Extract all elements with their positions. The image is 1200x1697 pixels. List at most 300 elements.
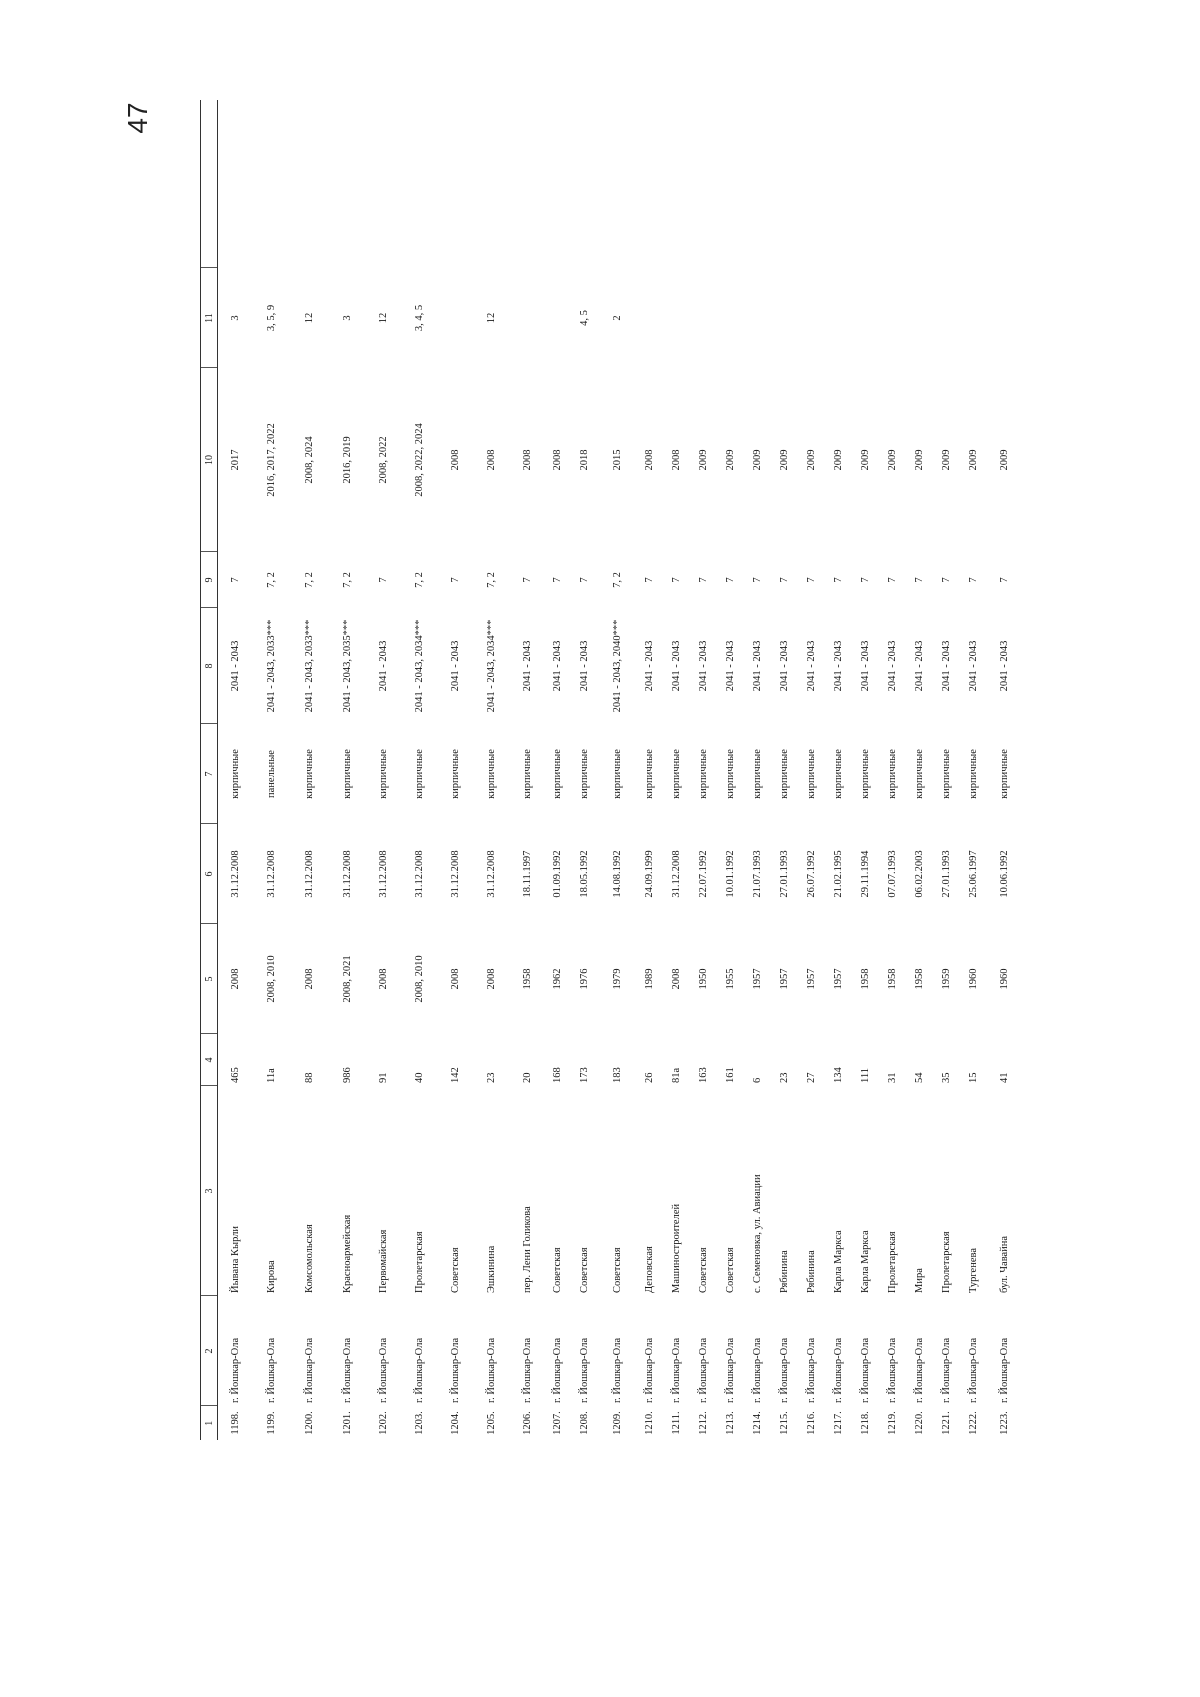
row-date: 25.06.1997 xyxy=(968,850,979,898)
row-col-10: 2008, 2024 xyxy=(303,436,315,484)
row-date: 31.12.2008 xyxy=(265,850,277,898)
row-years: 1976 xyxy=(579,968,590,990)
row-date: 31.12.2008 xyxy=(341,850,353,898)
row-city: г. Йошкар-Ола xyxy=(968,1337,979,1403)
row-blank xyxy=(663,100,690,268)
row-years: 2008, 2021 xyxy=(341,955,353,1003)
row-street: Советская xyxy=(611,1247,623,1293)
row-date: 06.02.2003 xyxy=(914,850,925,898)
row-period: 2041 - 2043 xyxy=(725,640,736,692)
row-city: г. Йошкар-Ола xyxy=(671,1337,682,1403)
row-col-11 xyxy=(960,268,987,368)
row-col-9: 7 xyxy=(752,577,763,583)
row-house: 161 xyxy=(725,1067,736,1083)
row-material: кирпичные xyxy=(449,749,461,799)
header-col-2: 2 xyxy=(201,1296,218,1406)
table-row xyxy=(366,100,400,1440)
row-period: 2041 - 2043 xyxy=(806,640,817,692)
table-row xyxy=(571,100,598,1440)
row-blank xyxy=(744,100,771,268)
row-material: кирпичные xyxy=(377,749,389,799)
table-row xyxy=(510,100,544,1440)
row-street: Комсомольская xyxy=(303,1224,315,1293)
row-city: г. Йошкар-Ола xyxy=(485,1337,497,1403)
row-city: г. Йошкар-Ола xyxy=(860,1337,871,1403)
row-blank xyxy=(987,100,1021,268)
row-house: 111 xyxy=(860,1068,871,1083)
row-period: 2041 - 2043, 2034*** xyxy=(413,619,425,713)
row-blank xyxy=(852,100,879,268)
row-street: Красноармейская xyxy=(341,1214,353,1293)
row-city: г. Йошкар-Ола xyxy=(752,1337,763,1403)
row-blank xyxy=(328,100,366,268)
row-date: 07.07.1993 xyxy=(887,850,898,898)
row-col-10: 2009 xyxy=(833,449,844,471)
row-years: 2008 xyxy=(449,968,461,990)
row-material: кирпичные xyxy=(779,749,790,799)
row-date: 31.12.2008 xyxy=(671,850,682,898)
row-col-9: 7 xyxy=(552,577,563,583)
row-date: 26.07.1992 xyxy=(806,850,817,898)
row-col-11: 12 xyxy=(377,312,389,324)
row-house: 142 xyxy=(449,1067,461,1083)
row-date: 31.12.2008 xyxy=(485,850,497,898)
row-number: 1220. xyxy=(914,1411,925,1435)
row-blank xyxy=(906,100,933,268)
row-house: 81а xyxy=(671,1067,682,1083)
row-years: 1950 xyxy=(698,968,709,990)
row-city: г. Йошкар-Ола xyxy=(341,1337,353,1403)
row-city: г. Йошкар-Ола xyxy=(229,1337,241,1403)
row-col-10: 2009 xyxy=(725,449,736,471)
row-street: Карла Маркса xyxy=(860,1230,871,1293)
row-house: 23 xyxy=(779,1072,790,1083)
row-date: 18.05.1992 xyxy=(579,850,590,898)
row-col-11 xyxy=(798,268,825,368)
row-blank xyxy=(571,100,598,268)
row-col-9: 7 xyxy=(779,577,790,583)
header-col-7: 7 xyxy=(201,724,218,824)
row-col-9: 7 xyxy=(377,577,389,583)
row-blank xyxy=(879,100,906,268)
row-material: кирпичные xyxy=(485,749,497,799)
header-col-4: 4 xyxy=(201,1034,218,1086)
row-number: 1214. xyxy=(752,1411,763,1435)
header-col-9: 9 xyxy=(201,552,218,608)
row-material: кирпичные xyxy=(671,749,682,799)
row-date: 01.09.1992 xyxy=(552,850,563,898)
row-date: 31.12.2008 xyxy=(377,850,389,898)
row-col-10: 2016, 2019 xyxy=(341,436,353,484)
row-house: 173 xyxy=(579,1067,590,1083)
row-col-9: 7, 2 xyxy=(413,572,425,588)
row-col-11 xyxy=(717,268,744,368)
row-col-9: 7, 2 xyxy=(265,572,277,588)
row-number: 1211. xyxy=(671,1411,682,1435)
row-date: 31.12.2008 xyxy=(303,850,315,898)
row-col-10: 2009 xyxy=(998,449,1010,471)
row-city: г. Йошкар-Ола xyxy=(941,1337,952,1403)
row-material: кирпичные xyxy=(413,749,425,799)
row-years: 2008 xyxy=(229,968,241,990)
row-city: г. Йошкар-Ола xyxy=(833,1337,844,1403)
row-col-10: 2008 xyxy=(671,449,682,471)
row-street: Советская xyxy=(449,1247,461,1293)
row-col-11: 3, 5, 9 xyxy=(265,304,277,332)
row-street: Пролетарская xyxy=(413,1231,425,1293)
row-blank xyxy=(252,100,290,268)
row-house: 91 xyxy=(377,1072,389,1083)
table-row xyxy=(906,100,933,1440)
row-number: 1200. xyxy=(303,1411,315,1435)
row-years: 1962 xyxy=(552,968,563,990)
table-row xyxy=(987,100,1021,1440)
row-col-10: 2016, 2017, 2022 xyxy=(265,423,277,497)
row-date: 27.01.1993 xyxy=(779,850,790,898)
row-house: 31 xyxy=(887,1072,898,1083)
header-col-11: 11 xyxy=(201,268,218,368)
row-house: 183 xyxy=(611,1067,623,1083)
row-street: пер. Лени Голикова xyxy=(521,1206,533,1293)
row-col-11 xyxy=(744,268,771,368)
row-col-11: 3 xyxy=(341,315,353,321)
row-col-9: 7 xyxy=(833,577,844,583)
row-street: Кирова xyxy=(265,1260,277,1293)
row-house: 54 xyxy=(914,1072,925,1083)
table-row xyxy=(771,100,798,1440)
row-blank xyxy=(366,100,400,268)
row-house: 40 xyxy=(413,1072,425,1083)
row-col-9: 7, 2 xyxy=(341,572,353,588)
row-period: 2041 - 2043 xyxy=(671,640,682,692)
row-number: 1209. xyxy=(611,1411,623,1435)
row-number: 1206. xyxy=(521,1411,533,1435)
row-col-10: 2009 xyxy=(698,449,709,471)
row-number: 1201. xyxy=(341,1411,353,1435)
row-col-11 xyxy=(544,268,571,368)
row-years: 1989 xyxy=(644,968,655,990)
row-blank xyxy=(510,100,544,268)
row-city: г. Йошкар-Ола xyxy=(377,1337,389,1403)
row-col-10: 2017 xyxy=(229,449,241,471)
row-col-10: 2009 xyxy=(752,449,763,471)
row-col-9: 7 xyxy=(998,577,1010,583)
row-street: Советская xyxy=(725,1247,736,1293)
row-city: г. Йошкар-Ола xyxy=(887,1337,898,1403)
row-material: кирпичные xyxy=(968,749,979,799)
row-number: 1218. xyxy=(860,1411,871,1435)
row-material: кирпичные xyxy=(725,749,736,799)
row-blank xyxy=(717,100,744,268)
row-number: 1215. xyxy=(779,1411,790,1435)
row-blank xyxy=(690,100,717,268)
row-col-10: 2009 xyxy=(941,449,952,471)
row-blank xyxy=(933,100,960,268)
row-house: 986 xyxy=(341,1067,353,1083)
row-street: Мира xyxy=(914,1268,925,1293)
row-date: 22.07.1992 xyxy=(698,850,709,898)
row-years: 1979 xyxy=(611,968,623,990)
row-col-9: 7 xyxy=(941,577,952,583)
header-col-10: 10 xyxy=(201,368,218,552)
row-date: 18.11.1997 xyxy=(521,850,533,898)
header-row xyxy=(201,100,218,1440)
row-col-9: 7 xyxy=(914,577,925,583)
table-row xyxy=(717,100,744,1440)
row-col-10: 2009 xyxy=(806,449,817,471)
row-material: кирпичные xyxy=(887,749,898,799)
housing-table xyxy=(200,100,1021,1440)
row-col-11: 3 xyxy=(229,315,241,321)
row-blank xyxy=(544,100,571,268)
row-col-11 xyxy=(690,268,717,368)
row-number: 1216. xyxy=(806,1411,817,1435)
row-number: 1208. xyxy=(579,1411,590,1435)
row-number: 1222. xyxy=(968,1411,979,1435)
row-col-10: 2008, 2022 xyxy=(377,436,389,484)
row-col-10: 2008, 2022, 2024 xyxy=(413,423,425,497)
row-material: кирпичные xyxy=(833,749,844,799)
row-date: 14.08.1992 xyxy=(611,850,623,898)
row-col-11: 4, 5 xyxy=(579,310,590,326)
row-period: 2041 - 2043 xyxy=(833,640,844,692)
row-city: г. Йошкар-Ола xyxy=(413,1337,425,1403)
row-city: г. Йошкар-Ола xyxy=(611,1337,623,1403)
row-col-9: 7 xyxy=(725,577,736,583)
row-material: кирпичные xyxy=(998,749,1010,799)
table-row xyxy=(879,100,906,1440)
row-city: г. Йошкар-Ола xyxy=(303,1337,315,1403)
table-row xyxy=(852,100,879,1440)
row-street: Тургенева xyxy=(968,1248,979,1293)
row-city: г. Йошкар-Ола xyxy=(998,1337,1010,1403)
row-col-10: 2008 xyxy=(449,449,461,471)
table-row xyxy=(636,100,663,1440)
row-city: г. Йошкар-Ола xyxy=(644,1337,655,1403)
row-number: 1207. xyxy=(552,1411,563,1435)
row-col-9: 7 xyxy=(806,577,817,583)
row-years: 2008, 2010 xyxy=(265,955,277,1003)
row-number: 1213. xyxy=(725,1411,736,1435)
row-blank xyxy=(472,100,510,268)
row-period: 2041 - 2043 xyxy=(521,640,533,692)
row-material: панельные xyxy=(265,750,277,798)
row-col-9: 7 xyxy=(229,577,241,583)
row-period: 2041 - 2043 xyxy=(229,640,241,692)
row-street: бул. Чавайна xyxy=(998,1235,1010,1293)
row-col-10: 2008 xyxy=(521,449,533,471)
table-row xyxy=(400,100,438,1440)
row-street: Эшкинина xyxy=(485,1245,497,1293)
row-col-11 xyxy=(510,268,544,368)
table-row xyxy=(328,100,366,1440)
row-number: 1205. xyxy=(485,1411,497,1435)
row-city: г. Йошкар-Ола xyxy=(914,1337,925,1403)
table-row xyxy=(290,100,328,1440)
row-date: 10.01.1992 xyxy=(725,850,736,898)
row-years: 2008 xyxy=(377,968,389,990)
row-date: 27.01.1993 xyxy=(941,850,952,898)
row-years: 2008 xyxy=(485,968,497,990)
table-row xyxy=(690,100,717,1440)
row-house: 134 xyxy=(833,1067,844,1083)
row-street: Йывана Кырли xyxy=(229,1225,241,1293)
row-years: 1957 xyxy=(752,968,763,990)
row-house: 35 xyxy=(941,1072,952,1083)
row-number: 1212. xyxy=(698,1411,709,1435)
table-row xyxy=(798,100,825,1440)
row-years: 1958 xyxy=(521,968,533,990)
row-material: кирпичные xyxy=(611,749,623,799)
row-blank xyxy=(438,100,472,268)
row-years: 1957 xyxy=(806,968,817,990)
row-period: 2041 - 2043 xyxy=(998,640,1010,692)
row-street: Советская xyxy=(579,1247,590,1293)
row-material: кирпичные xyxy=(941,749,952,799)
row-col-11 xyxy=(906,268,933,368)
row-blank xyxy=(400,100,438,268)
row-date: 29.11.1994 xyxy=(860,850,871,898)
row-period: 2041 - 2043 xyxy=(779,640,790,692)
row-col-11 xyxy=(771,268,798,368)
row-col-10: 2009 xyxy=(779,449,790,471)
row-col-9: 7 xyxy=(671,577,682,583)
row-period: 2041 - 2043 xyxy=(968,640,979,692)
row-date: 31.12.2008 xyxy=(449,850,461,898)
row-col-11 xyxy=(636,268,663,368)
row-street: Карла Маркса xyxy=(833,1230,844,1293)
row-years: 1960 xyxy=(998,968,1010,990)
row-years: 2008 xyxy=(671,968,682,990)
row-col-11 xyxy=(825,268,852,368)
row-date: 31.12.2008 xyxy=(229,850,241,898)
row-street: Машиностроителей xyxy=(671,1203,682,1293)
row-date: 21.02.1995 xyxy=(833,850,844,898)
row-number: 1221. xyxy=(941,1411,952,1435)
row-city: г. Йошкар-Ола xyxy=(521,1337,533,1403)
row-period: 2041 - 2043 xyxy=(579,640,590,692)
row-number: 1203. xyxy=(413,1411,425,1435)
row-blank xyxy=(798,100,825,268)
row-period: 2041 - 2043 xyxy=(860,640,871,692)
row-col-10: 2009 xyxy=(860,449,871,471)
row-period: 2041 - 2043 xyxy=(914,640,925,692)
row-material: кирпичные xyxy=(914,749,925,799)
row-house: 168 xyxy=(552,1067,563,1083)
table-row xyxy=(598,100,636,1440)
table-row xyxy=(933,100,960,1440)
row-col-10: 2009 xyxy=(887,449,898,471)
row-number: 1219. xyxy=(887,1411,898,1435)
row-col-11: 3, 4, 5 xyxy=(413,304,425,332)
header-col-3: 3 xyxy=(201,1086,218,1296)
row-col-9: 7 xyxy=(449,577,461,583)
row-period: 2041 - 2043, 2040*** xyxy=(611,619,623,713)
row-col-10: 2008 xyxy=(485,449,497,471)
row-col-9: 7 xyxy=(887,577,898,583)
row-date: 24.09.1999 xyxy=(644,850,655,898)
row-street: Рябинина xyxy=(779,1250,790,1293)
row-years: 1960 xyxy=(968,968,979,990)
row-city: г. Йошкар-Ола xyxy=(779,1337,790,1403)
row-col-11: 12 xyxy=(485,312,497,324)
row-col-11 xyxy=(879,268,906,368)
row-blank xyxy=(218,100,253,268)
row-blank xyxy=(825,100,852,268)
row-blank xyxy=(290,100,328,268)
row-street: Советская xyxy=(552,1247,563,1293)
row-material: кирпичные xyxy=(341,749,353,799)
row-house: 465 xyxy=(229,1067,241,1083)
row-house: 20 xyxy=(521,1072,533,1083)
row-period: 2041 - 2043 xyxy=(644,640,655,692)
row-street: с. Семеновка, ул. Авиации xyxy=(752,1174,763,1293)
row-city: г. Йошкар-Ола xyxy=(806,1337,817,1403)
row-period: 2041 - 2043 xyxy=(698,640,709,692)
rotated-table-sheet xyxy=(200,100,1010,1440)
row-street: Рябинина xyxy=(806,1250,817,1293)
row-house: 26 xyxy=(644,1072,655,1083)
row-material: кирпичные xyxy=(303,749,315,799)
row-number: 1223. xyxy=(998,1411,1010,1435)
row-col-11 xyxy=(852,268,879,368)
row-number: 1210. xyxy=(644,1411,655,1435)
row-years: 1957 xyxy=(833,968,844,990)
row-col-11 xyxy=(438,268,472,368)
row-street: Первомайская xyxy=(377,1229,389,1293)
row-house: 15 xyxy=(968,1072,979,1083)
row-material: кирпичные xyxy=(644,749,655,799)
row-blank xyxy=(771,100,798,268)
row-city: г. Йошкар-Ола xyxy=(579,1337,590,1403)
row-col-10: 2008 xyxy=(552,449,563,471)
row-material: кирпичные xyxy=(806,749,817,799)
row-years: 1957 xyxy=(779,968,790,990)
row-col-11: 2 xyxy=(611,315,623,321)
row-col-9: 7 xyxy=(698,577,709,583)
row-period: 2041 - 2043, 2035*** xyxy=(341,619,353,713)
row-material: кирпичные xyxy=(752,749,763,799)
table-row xyxy=(472,100,510,1440)
row-period: 2041 - 2043 xyxy=(941,640,952,692)
table-row xyxy=(960,100,987,1440)
table-row xyxy=(218,100,253,1440)
row-number: 1202. xyxy=(377,1411,389,1435)
row-period: 2041 - 2043 xyxy=(752,640,763,692)
row-date: 10.06.1992 xyxy=(998,850,1010,898)
row-col-9: 7, 2 xyxy=(303,572,315,588)
row-house: 23 xyxy=(485,1072,497,1083)
row-col-11 xyxy=(987,268,1021,368)
row-years: 1958 xyxy=(887,968,898,990)
row-date: 21.07.1993 xyxy=(752,850,763,898)
table-body xyxy=(218,100,1022,1440)
row-material: кирпичные xyxy=(579,749,590,799)
row-date: 31.12.2008 xyxy=(413,850,425,898)
row-col-10: 2008 xyxy=(644,449,655,471)
row-number: 1204. xyxy=(449,1411,461,1435)
row-number: 1199. xyxy=(265,1411,277,1435)
row-street: Пролетарская xyxy=(887,1231,898,1293)
row-city: г. Йошкар-Ола xyxy=(449,1337,461,1403)
row-col-9: 7 xyxy=(860,577,871,583)
row-period: 2041 - 2043 xyxy=(552,640,563,692)
row-city: г. Йошкар-Ола xyxy=(725,1337,736,1403)
row-years: 1958 xyxy=(860,968,871,990)
row-material: кирпичные xyxy=(229,749,241,799)
row-city: г. Йошкар-Ола xyxy=(265,1337,277,1403)
header-col-8: 8 xyxy=(201,608,218,724)
